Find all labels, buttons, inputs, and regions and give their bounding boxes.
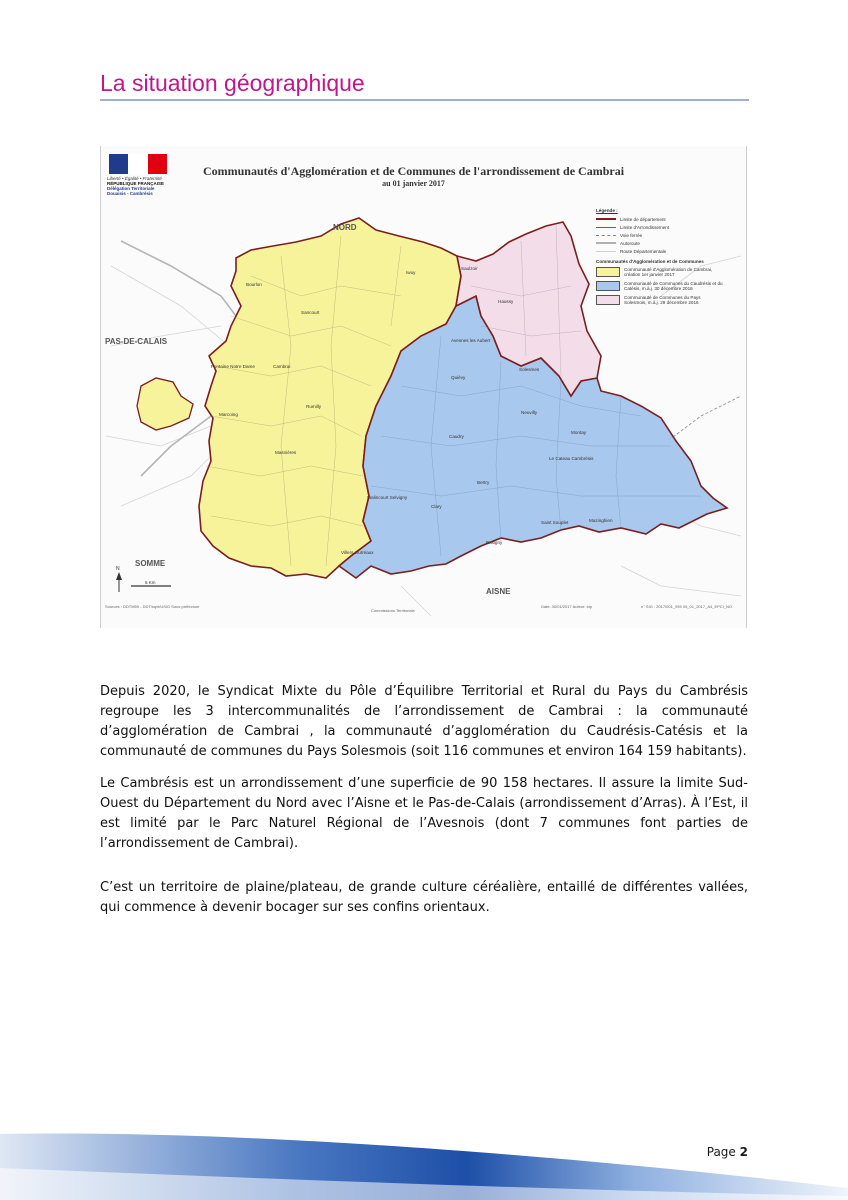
legend-row [596, 247, 724, 255]
town-label: Solesmes [519, 367, 540, 372]
town-label: Montay [571, 430, 587, 435]
map-figure [100, 146, 747, 628]
legend-label: Limite de département [620, 216, 666, 222]
legend-swatch [596, 251, 616, 252]
town-label: Caudry [449, 434, 464, 439]
page-label: Page [706, 1145, 736, 1159]
page-heading: La situation géographique [100, 70, 365, 96]
legend-group-label: Communauté de Communes du Pays Solesmois, m.à.j. 29 décembre 2016 [624, 295, 701, 305]
town-label: Rumilly [306, 404, 322, 409]
scale-label: 5 Km [145, 580, 156, 585]
region-enclave [137, 378, 193, 430]
town-label: Sancourt [301, 310, 320, 315]
legend-row [596, 231, 724, 239]
region-label-somme: SOMME [135, 559, 166, 568]
map-subtitle: au 01 janvier 2017 [382, 179, 445, 188]
paragraph-landscape: C’est un territoire de plaine/plateau, de grande culture céréalière, entaillé de différentes vallées, qui commence à devenir bocager sur ses confins orientaux. [100, 880, 748, 915]
legend-groups-title: Communautés d'Agglomération et de Communes [596, 259, 704, 264]
logo-motto: Liberté • Égalité • Fraternité [107, 176, 162, 181]
map-ref: n° SIG : 2017/001_939 05_01_2017_A4_EPCI_NO [641, 604, 733, 609]
legend-group-row [596, 267, 724, 277]
town-label: Clary [431, 504, 442, 509]
town-label: Bourlon [246, 282, 262, 287]
town-label: Saulzoir [461, 266, 478, 271]
page-number [707, 1145, 748, 1159]
town-label: Walincourt Selvigny [367, 495, 408, 500]
heading-rule [100, 99, 749, 101]
map-date: Date: 30/01/2017 Auteur: ldp [541, 604, 592, 609]
town-label: Masnières [275, 450, 297, 455]
paragraph-intro: Depuis 2020, le Syndicat Mixte du Pôle d’Équilibre Territorial et Rural du Pays du Cambrésis regroupe les 3 intercommunalités de l’arrondissement de Cambrai : la communauté d’agglomération de Cambrai , la communauté d’agglomération du Caudrésis-Catésis et la communauté de communes du Pays Solesmois (soit 116 communes et environ 164 159 habitants). [100, 684, 748, 759]
legend-swatch [596, 218, 616, 220]
legend-swatch [596, 227, 616, 228]
legend-row [596, 223, 724, 231]
legend-title: Légende : [596, 208, 618, 213]
legend-row [596, 239, 724, 247]
logo-delegation: Délégation Territoriale [107, 186, 155, 191]
town-label: Cambrai [273, 364, 291, 369]
legend-row [596, 215, 724, 223]
town-label: Mazinghien [589, 518, 613, 523]
town-label: Iwuy [406, 270, 416, 275]
legend-group-label: Communauté de Communes du Caudrésis et du Catésis, m.à.j. 30 décembre 2016 [624, 281, 723, 291]
logo-republic: RÉPUBLIQUE FRANÇAISE [107, 181, 165, 186]
legend-label: Autoroute [620, 240, 640, 246]
town-label: Neuvilly [521, 410, 538, 415]
town-label: Quiévy [451, 375, 466, 380]
region-label-nord: NORD [333, 223, 357, 232]
map-sources: Sources : DDTM59 - DDT/sqvt/USIG Sous préfecture [105, 604, 200, 609]
town-label: Marcoing [219, 412, 238, 417]
north-arrow-icon [116, 566, 122, 592]
scale-bar [131, 580, 171, 586]
map-title: Communautés d'Agglomération et de Communes de l'arrondissement de Cambrai [202, 164, 625, 178]
town-label: Bertry [477, 480, 490, 485]
town-label: Villers Outréaux [341, 550, 374, 555]
town-label: Busigny [486, 540, 503, 545]
footer-wave [0, 1128, 848, 1200]
page-number-value: 2 [739, 1145, 748, 1159]
town-label: Avesnes les Aubert [451, 338, 491, 343]
legend-box [596, 267, 620, 277]
legend-box [596, 295, 620, 305]
town-label: Saint Souplet [541, 520, 569, 525]
legend-swatch [596, 235, 616, 236]
paragraph-geography: Le Cambrésis est un arrondissement d’une superficie de 90 158 hectares. Il assure la limite Sud-Ouest du Département du Nord avec l’Aisne et le Pas-de-Calais (arrondissement d’Arras). À l’Est, il est limité par le Parc Naturel Régional de l’Avesnois (dont 7 communes font parties de l’arrondissement de Cambrai). [100, 776, 748, 851]
legend-label: Limite d'Arrondissement [620, 224, 670, 230]
legend-label: Route Départementale [620, 248, 667, 254]
town-label: Le Cateau Cambrésis [549, 456, 594, 461]
region-label-pas-de-calais: PAS-DE-CALAIS [105, 337, 168, 346]
legend-label: Voie ferrée [620, 232, 643, 238]
map-commissions: Commissions Territoriale [371, 608, 415, 613]
legend-swatch [596, 242, 616, 244]
town-label: Haussy [498, 299, 514, 304]
map-legend [596, 208, 724, 309]
region-label-aisne: AISNE [486, 587, 511, 596]
legend-box [596, 281, 620, 291]
legend-group-row [596, 281, 724, 291]
logo-area: Douaisis - Cambrésis [107, 191, 153, 196]
north-label: N [116, 566, 120, 572]
legend-group-row [596, 295, 724, 305]
town-label: Fontaine Notre Dame [211, 364, 255, 369]
legend-group-label: Communauté d'Agglomération de Cambrai, création 1er janvier 2017 [624, 267, 713, 277]
